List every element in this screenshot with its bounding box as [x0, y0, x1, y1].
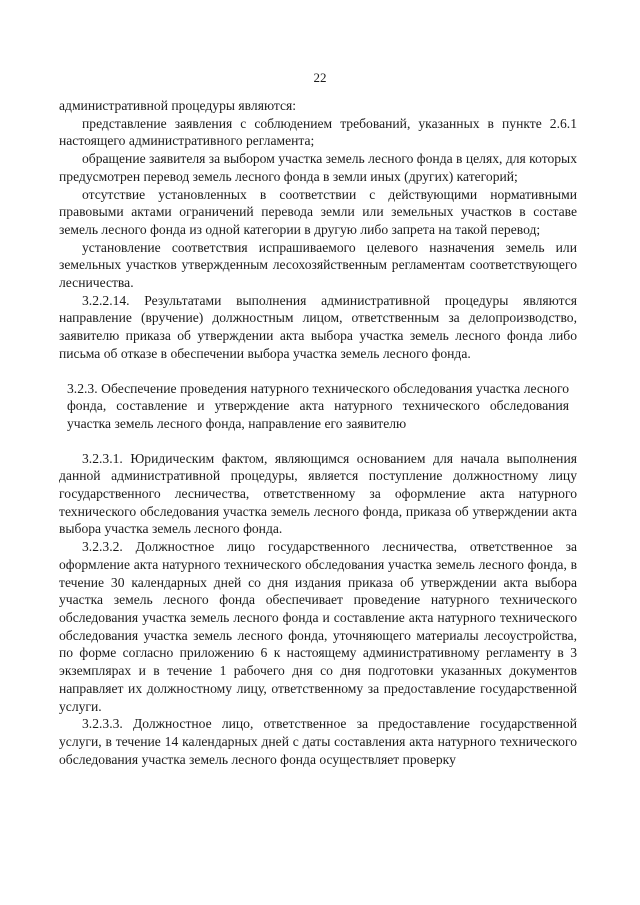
- spacer: [59, 433, 577, 450]
- spacer: [59, 363, 577, 380]
- paragraph-condition-2: обращение заявителя за выбором участка земель лесного фонда в целях, для которых предусмотрен перевод земель лесного фонда в земли иных (других) категорий;: [59, 151, 577, 184]
- paragraph-3-2-3-2: 3.2.3.2. Должностное лицо государственного лесничества, ответственное за оформление акта натурного технического обследования участка земель лесного фонда, в течение 30 календарных дней со дня издания приказа об утверждении акта выбора участка земель лесного фонда обеспечивает проведение натурного технического обследования участка земель лесного фонда и составление акта натурного технического обследования участка земель лесного фонда, уточняющего материалы лесоустройства, по форме согласно приложению 6 к настоящему административному регламенту в 3 экземплярах и в течение 1 рабочего дня со дня подготовки указанных документов направляет их должностному лицу, ответственному за предоставление государственной услуги.: [59, 539, 577, 714]
- paragraph-condition-3: отсутствие установленных в соответствии с действующими нормативными правовыми актами ограничений перевода земли или земельных участков в составе земель лесного фонда из одной категории в другую либо запрета на такой перевод;: [59, 186, 577, 237]
- paragraph-3-2-3-3: 3.2.3.3. Должностное лицо, ответственное за предоставление государственной услуги, в течение 14 календарных дней с даты составления акта натурного технического обследования участка земель лесного фонда осуществляет проверку: [59, 716, 577, 767]
- paragraph-continuation: административной процедуры являются:: [59, 98, 297, 113]
- page-number: 22: [313, 70, 327, 85]
- document-body: [59, 97, 577, 768]
- paragraph-3-2-2-14: 3.2.2.14. Результатами выполнения административной процедуры являются направление (вручение) должностным лицом, ответственным за делопроизводство, заявителю приказа об утверждении акта выбора участка земель лесного фонда либо письма об отказе в обеспечении выбора участка земель лесного фонда.: [59, 292, 577, 361]
- paragraph-condition-4: установление соответствия испрашиваемого целевого назначения земель или земельных участков утвержденным лесохозяйственным регламентам соответствующего лесничества.: [59, 239, 577, 291]
- paragraph-condition-1: представление заявления с соблюдением требований, указанных в пункте 2.6.1 настоящего административного регламента;: [59, 115, 577, 149]
- paragraph-3-2-3-1: 3.2.3.1. Юридическим фактом, являющимся основанием для начала выполнения данной административной процедуры, является поступление должностному лицу государственного лесничества, ответственному за оформление акта натурного технического обследования участка земель лесного фонда, приказа об утверждении акта выбора участка земель лесного фонда.: [59, 450, 577, 537]
- section-heading-3-2-3: 3.2.3. Обеспечение проведения натурного технического обследования участка лесного фонда, составление и утверждение акта натурного технического обследования участка земель лесного фонда, направление его заявителю: [67, 380, 569, 431]
